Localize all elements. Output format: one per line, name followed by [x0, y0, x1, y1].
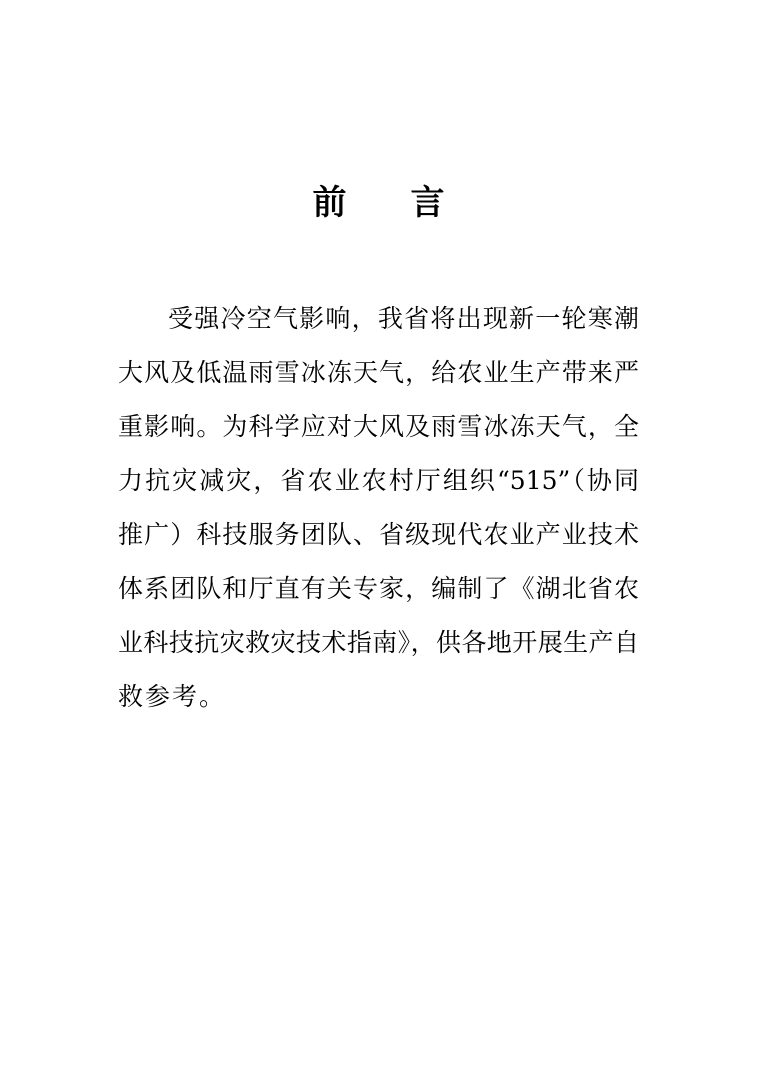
preface-paragraph: [118, 292, 639, 724]
title-spacing: [347, 178, 411, 228]
paragraph-line-7: 业科技抗灾救灾技术指南》，供各地开展生产自: [118, 628, 639, 657]
paragraph-line-5: 推广）科技服务团队、省级现代农业产业技术: [118, 520, 639, 549]
paragraph-line-2: 大风及低温雨雪冰冻天气，给农业生产带来严: [118, 358, 639, 387]
paragraph-line-6: 体系团队和厅直有关专家，编制了《湖北省农: [118, 574, 639, 603]
page-title: [0, 178, 757, 228]
paragraph-line-8: 救参考。: [118, 682, 227, 711]
paragraph-line-3: 重影响。为科学应对大风及雨雪冰冻天气，全: [118, 412, 639, 441]
title-char-1: 前: [312, 183, 347, 223]
paragraph-line-4: 力抗灾减灾，省农业农村厅组织“515”（协同: [118, 466, 639, 495]
paragraph-line-1: 受强冷空气影响，我省将出现新一轮寒潮: [168, 304, 639, 333]
title-char-2: 言: [410, 183, 445, 223]
